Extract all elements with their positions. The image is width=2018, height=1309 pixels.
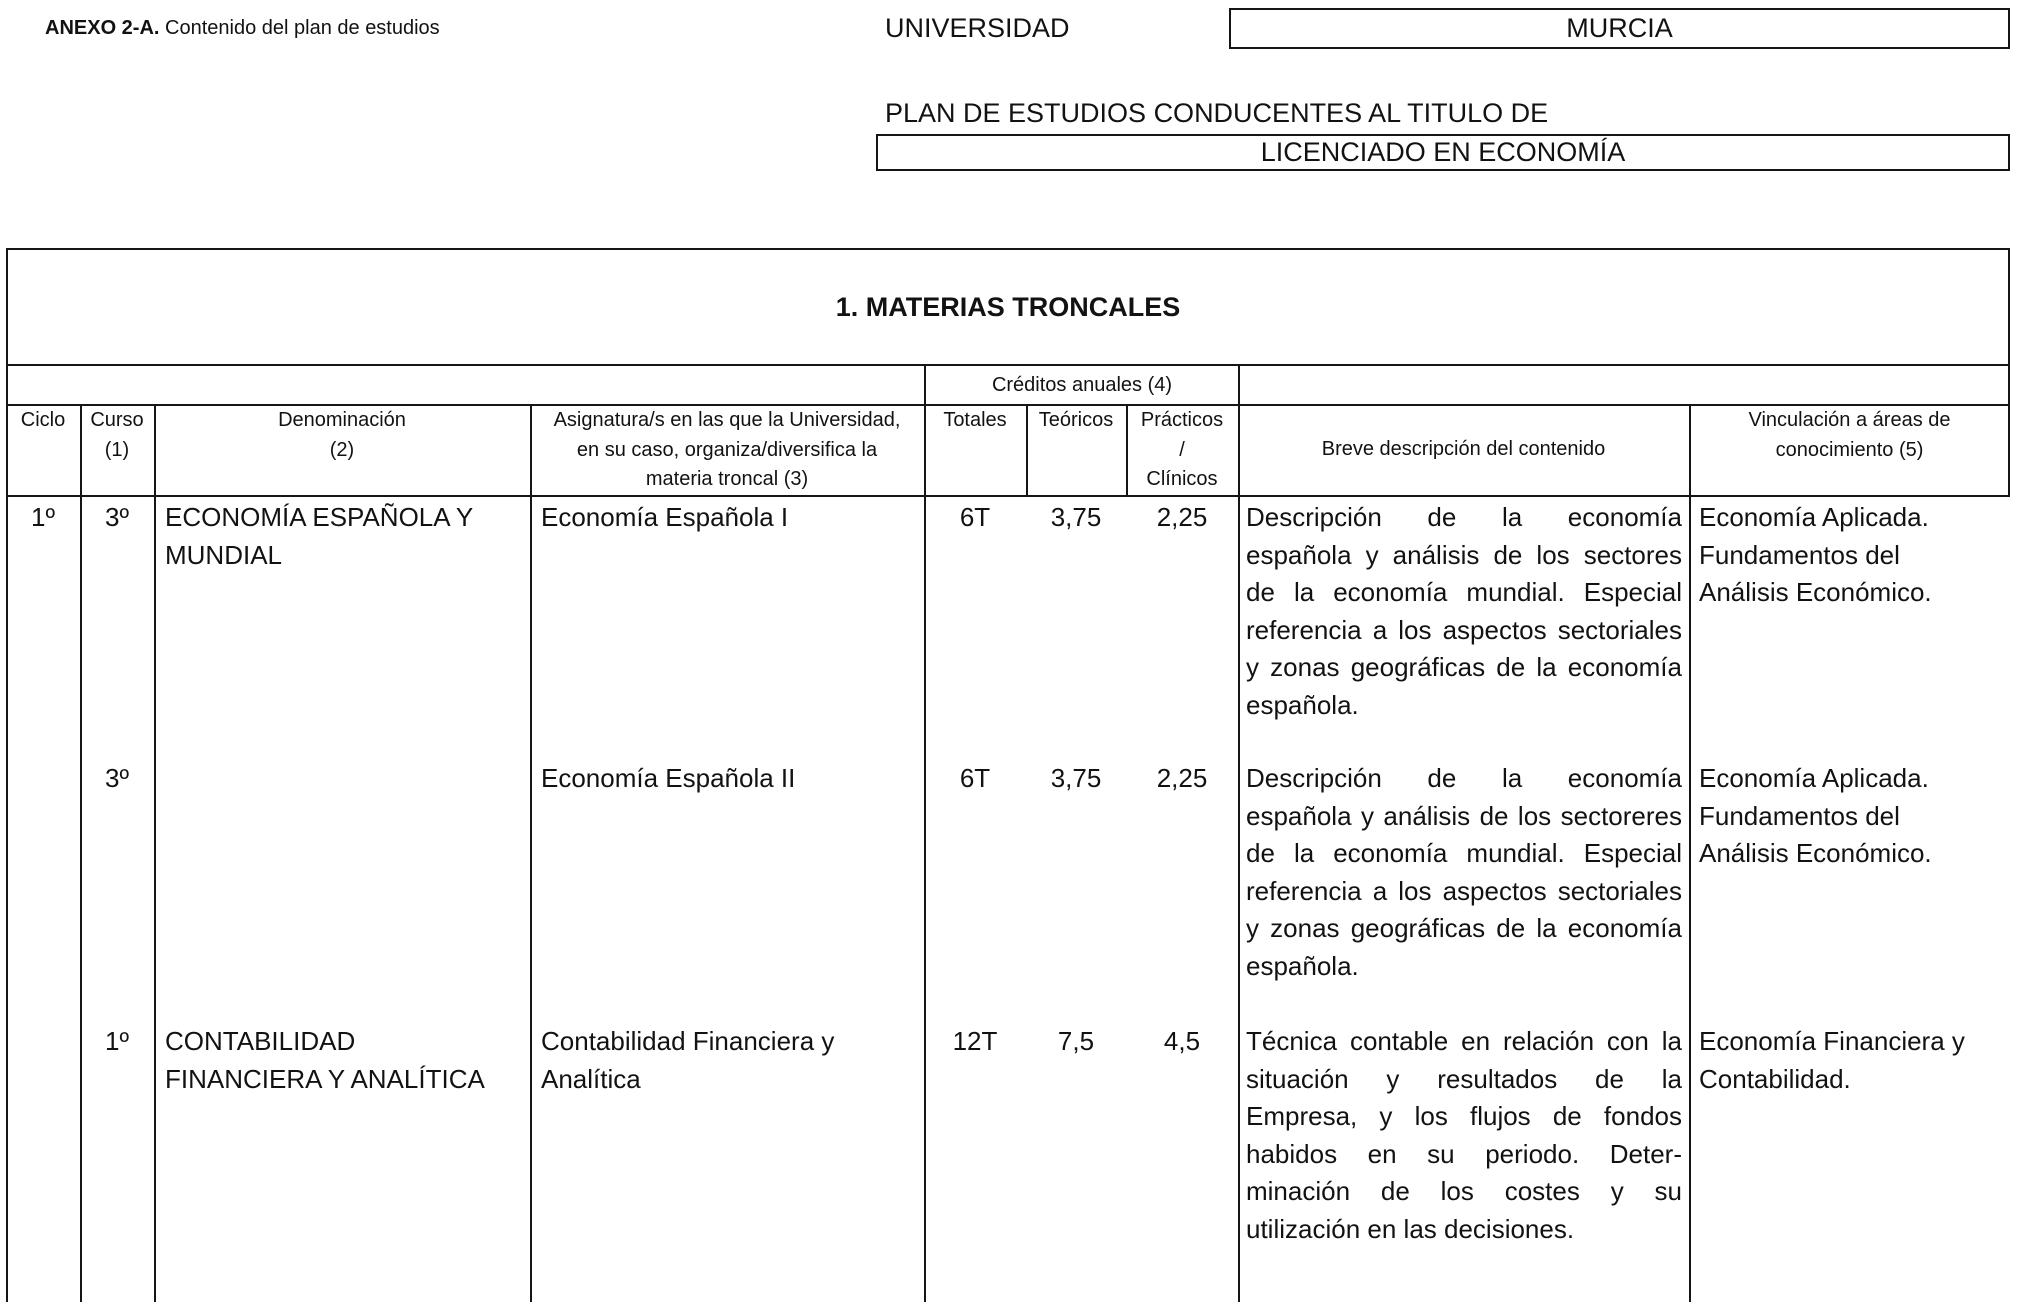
- cell-practicos: 4,5: [1163, 1026, 1201, 1056]
- university-label: UNIVERSIDAD: [885, 13, 1070, 43]
- column-header-asignatura: Asignatura/s en las que la Universidad, en su caso, organiza/diversifica la materia troncal (3): [553, 409, 901, 491]
- annex-title: Contenido del plan de estudios: [165, 17, 440, 39]
- cell-curso: 3º: [105, 763, 129, 793]
- university-name: MURCIA: [1566, 13, 1673, 43]
- cell-totales: 6T: [959, 763, 991, 793]
- description-line: de la economía mundial. Especial: [1246, 838, 1682, 869]
- table-rule-vertical: [530, 404, 532, 1302]
- cell-asignatura: Economía Española I: [541, 502, 789, 532]
- cell-teoricos: 3,75: [1050, 763, 1102, 793]
- column-header-descripcion: Breve descripción del contenido: [1321, 438, 1606, 460]
- annex-label: ANEXO 2-A.: [45, 17, 160, 39]
- cell-denominacion: CONTABILIDAD FINANCIERA Y ANALÍTICA: [165, 1026, 485, 1094]
- cell-descripcion: [1246, 499, 1682, 725]
- description-line: situación y resultados de la: [1246, 1063, 1682, 1094]
- description-line: Descripción de la economía: [1246, 502, 1682, 532]
- description-line: Empresa, y los flujos de fondos: [1246, 1101, 1682, 1132]
- cell-denominacion: ECONOMÍA ESPAÑOLA Y MUNDIAL: [165, 502, 474, 570]
- cell-totales: 6T: [959, 502, 991, 532]
- column-header-vinculacion: Vinculación a áreas de conocimiento (5): [1748, 409, 1951, 461]
- cell-practicos: 2,25: [1156, 763, 1208, 793]
- degree-name-box: [876, 134, 2010, 171]
- description-line: española.: [1246, 689, 1359, 720]
- degree-name: LICENCIADO EN ECONOMÍA: [1260, 137, 1626, 167]
- cell-descripcion: [1246, 1023, 1682, 1249]
- description-line: y zonas geográficas de la economía: [1246, 652, 1682, 683]
- cell-vinculacion: Economía Financiera y Contabilidad.: [1699, 1026, 1965, 1094]
- cell-teoricos: 7,5: [1057, 1026, 1095, 1056]
- description-line: referencia a los aspectos sectoriales: [1246, 614, 1682, 645]
- cell-asignatura: Contabilidad Financiera y Analítica: [541, 1026, 835, 1094]
- column-header-totales: Totales: [943, 409, 1007, 431]
- cell-descripcion: [1246, 760, 1682, 986]
- cell-curso: 1º: [105, 1026, 129, 1056]
- description-line: española y análisis de los sectoreres: [1246, 800, 1682, 831]
- cell-ciclo: 1º: [31, 502, 55, 532]
- description-line: habidos en su periodo. Deter-: [1246, 1138, 1682, 1169]
- cell-teoricos: 3,75: [1050, 502, 1102, 532]
- table-rule-vertical: [154, 404, 156, 1302]
- cell-vinculacion: Economía Aplicada. Fundamentos del Análisis Económico.: [1699, 502, 1932, 608]
- column-header-curso: Curso (1): [90, 409, 144, 461]
- credits-group-header: Créditos anuales (4): [991, 373, 1173, 396]
- cell-asignatura: Economía Española II: [541, 763, 796, 793]
- description-line: minación de los costes y su: [1246, 1176, 1682, 1207]
- description-line: y zonas geográficas de la economía: [1246, 913, 1682, 944]
- description-line: Técnica contable en relación con la: [1246, 1026, 1682, 1056]
- column-header-practicos: Prácticos / Clínicos: [1140, 409, 1224, 491]
- column-header-ciclo: Ciclo: [20, 409, 66, 431]
- description-line: española y análisis de los sectores: [1246, 539, 1682, 570]
- table-title: 1. MATERIAS TRONCALES: [835, 291, 1181, 322]
- university-name-box: [1229, 8, 2010, 49]
- table-rule-vertical: [80, 404, 82, 1302]
- description-line: Descripción de la economía: [1246, 763, 1682, 793]
- cell-curso: 3º: [105, 502, 129, 532]
- cell-practicos: 2,25: [1156, 502, 1208, 532]
- description-line: utilización en las decisiones.: [1246, 1213, 1575, 1244]
- annex-heading: [45, 15, 440, 41]
- table-rule-vertical: [1238, 364, 1240, 1302]
- description-line: española.: [1246, 950, 1359, 981]
- description-line: referencia a los aspectos sectoriales: [1246, 875, 1682, 906]
- cell-vinculacion: Economía Aplicada. Fundamentos del Análisis Económico.: [1699, 763, 1932, 869]
- cell-totales: 12T: [952, 1026, 998, 1056]
- plan-label: PLAN DE ESTUDIOS CONDUCENTES AL TITULO DE: [885, 98, 1549, 128]
- table-rule-horizontal: [6, 495, 2010, 497]
- description-line: de la economía mundial. Especial: [1246, 577, 1682, 608]
- table-rule-vertical: [1689, 404, 1691, 1302]
- column-header-teoricos: Teóricos: [1038, 409, 1114, 431]
- column-header-denominacion: Denominación (2): [278, 409, 406, 461]
